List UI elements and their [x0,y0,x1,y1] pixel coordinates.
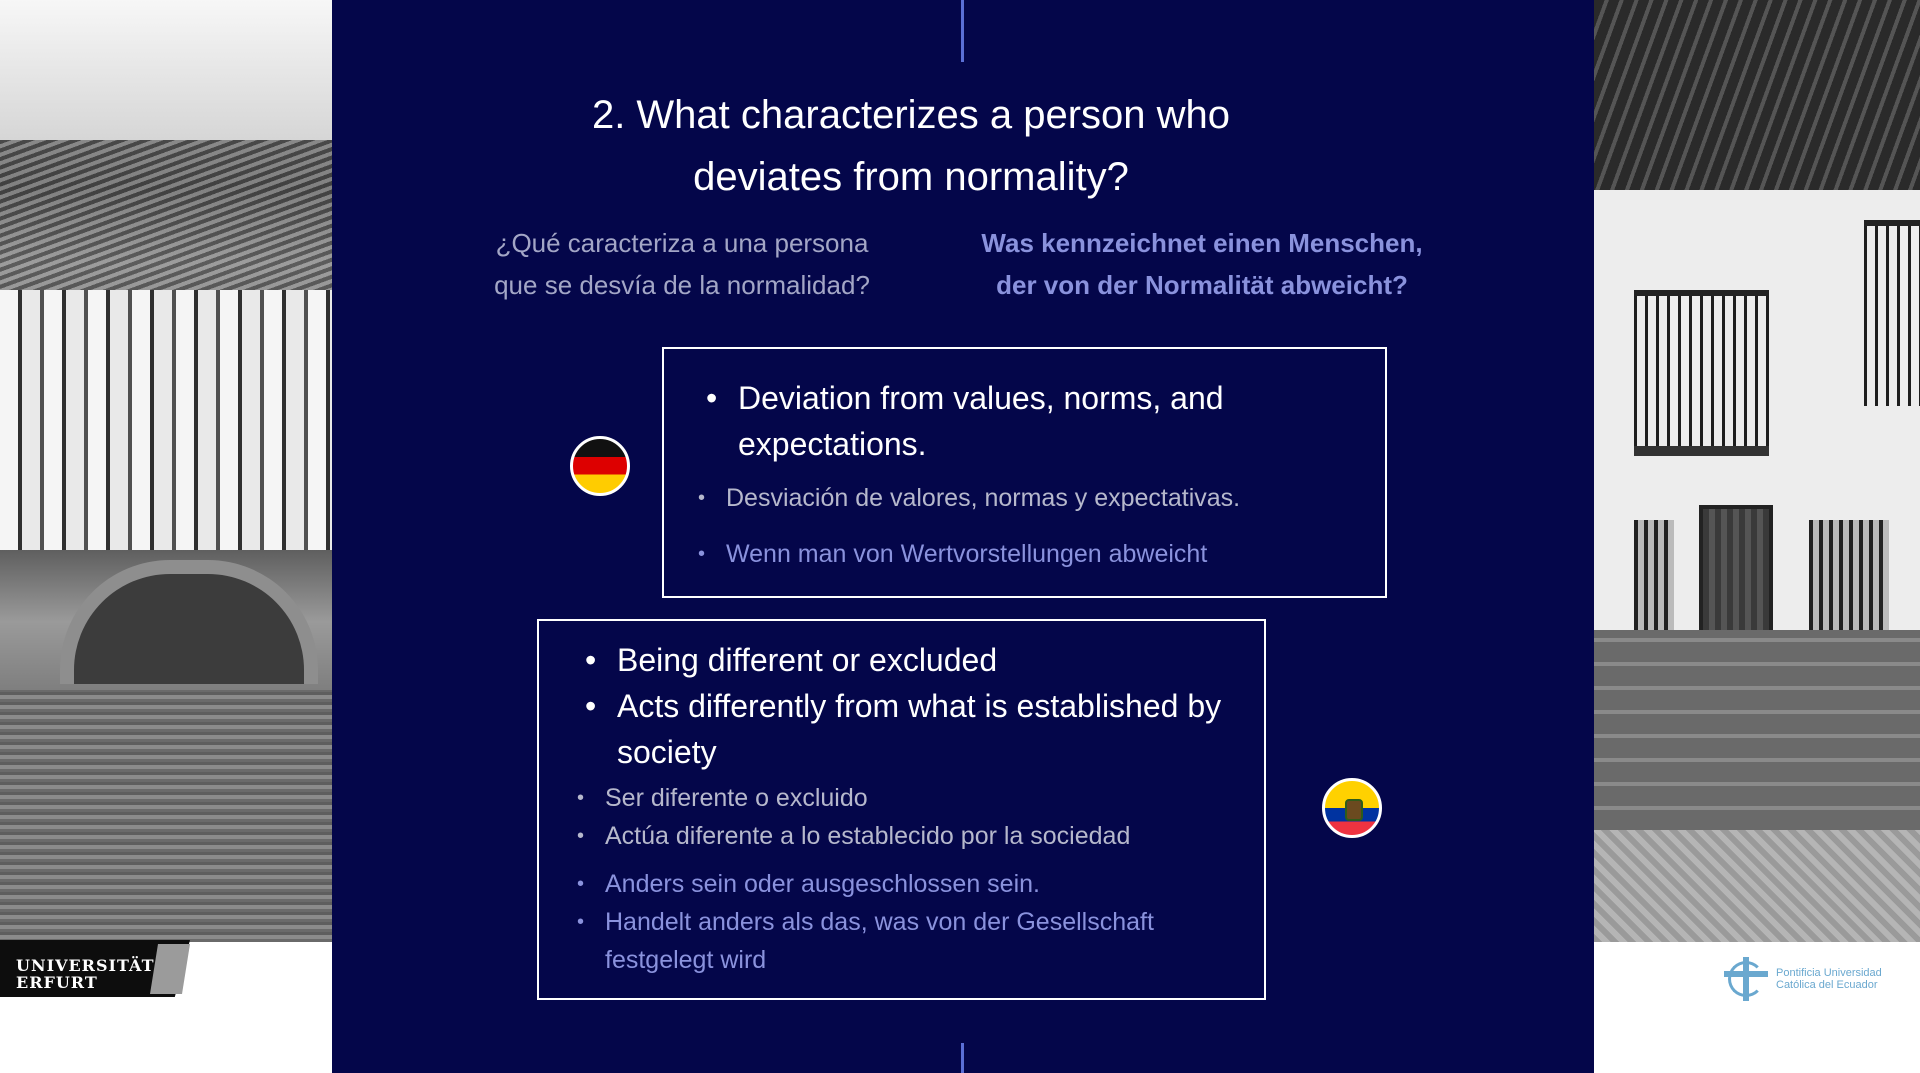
stone-base [1594,630,1920,830]
list-item: • Actúa diferente a lo establecido por la sociedad [539,817,1249,855]
window-left [1634,520,1674,640]
bottom-divider-line [961,1043,964,1073]
subtitle-spanish [482,222,882,306]
subtitle-es-line1: ¿Qué caracteriza a una persona [495,228,869,258]
box2-english-list [539,637,1249,775]
box2-german-list [539,865,1249,979]
subtitle-de-line1: Was kennzeichnet einen Menschen, [981,228,1423,258]
box1-spanish-list [664,479,1364,517]
slide-panel [332,0,1594,1073]
erfurt-bridge-photo [0,0,332,942]
subtitle-german [962,222,1442,306]
erfurt-line1: UNIVERSITÄT [16,956,155,975]
ecuador-flag-icon [1322,778,1382,838]
erfurt-line2: ERFURT [16,973,98,992]
list-item: • Deviation from values, norms, and expectations. [664,375,1364,467]
ecuador-street-photo [1594,0,1920,942]
puce-line2: Católica del Ecuador [1776,979,1878,991]
subtitle-es-line2: que se desvía de la normalidad? [494,270,870,300]
list-item: • Handelt anders als das, was von der Gesellschaft festgelegt wird [539,903,1249,979]
box1-english-list [664,375,1364,467]
cobblestone-street [1594,830,1920,942]
coat-of-arms-icon [1345,799,1363,821]
list-item: • Desviación de valores, normas y expectativas. [664,479,1364,517]
balcony [1634,290,1769,456]
list-item: • Acts differently from what is established by society [539,683,1249,775]
roof-eave [1594,0,1920,190]
germany-flag-icon [570,436,630,496]
title-line2: deviates from normality? [693,155,1129,199]
cross-icon [1722,955,1770,1003]
half-timbered-facade [0,290,332,550]
box1-german-list [664,535,1364,573]
subtitle-de-line2: der von der Normalität abweicht? [996,270,1408,300]
erfurt-logo-text [16,957,154,991]
river [0,690,332,942]
puce-logo [1722,955,1906,1003]
list-item: • Being different or excluded [539,637,1249,683]
list-item: • Wenn man von Wertvorstellungen abweicht [664,535,1364,573]
puce-logo-text [1776,967,1906,991]
list-item: • Anders sein oder ausgeschlossen sein. [539,865,1249,903]
answer-box-germany [662,347,1387,598]
puce-line1: Pontificia Universidad [1776,967,1882,979]
top-divider-line [961,0,964,62]
stone-arch [60,560,318,684]
sky [0,0,332,140]
answer-box-ecuador [537,619,1266,1000]
list-item: • Ser diferente o excluido [539,779,1249,817]
roofs [0,140,332,290]
title-line1: 2. What characterizes a person who [591,93,1231,137]
box2-spanish-list [539,779,1249,855]
slide-title [332,84,1490,208]
balcony-right [1864,220,1920,406]
